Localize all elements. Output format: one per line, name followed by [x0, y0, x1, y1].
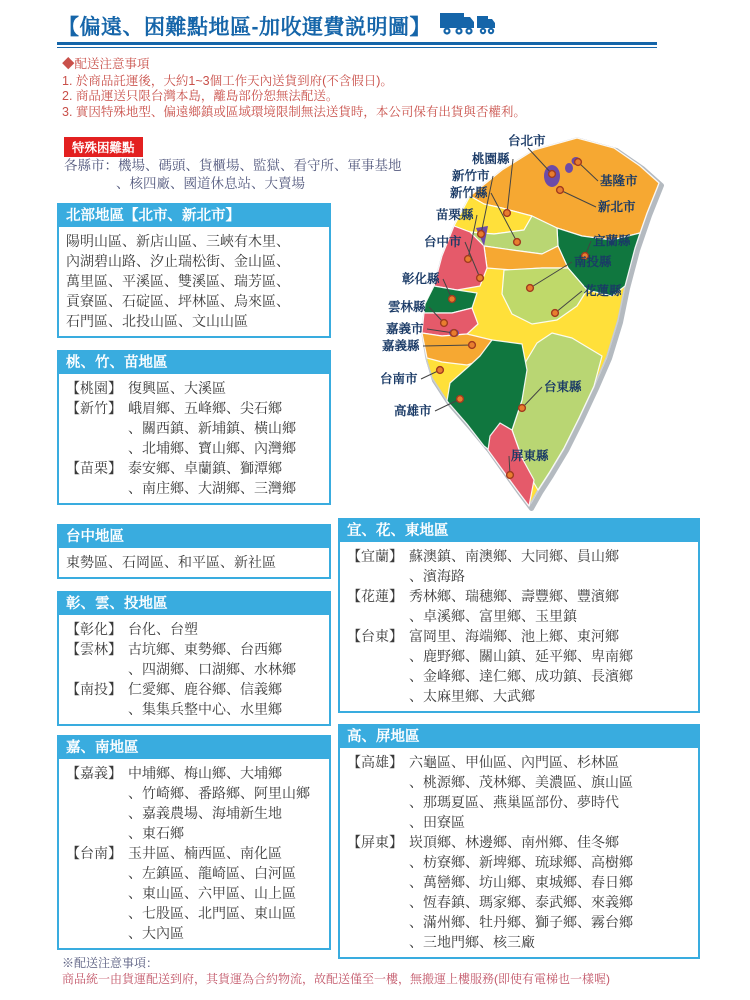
county-group: [347, 586, 691, 626]
region-box-title: 宜、花、東地區: [340, 520, 698, 542]
callout-dot: [451, 330, 458, 337]
county-group: [66, 843, 322, 943]
page-title: 【偏遠、困難點地區-加收運費説明圖】: [58, 15, 431, 39]
county-group-label: 【雲林】: [66, 641, 122, 657]
region-box-yi-hua-dong: [338, 518, 700, 713]
region-line: 中埔鄉、梅山鄉、大埔鄉: [128, 765, 282, 781]
region-box-body: [59, 548, 329, 577]
delivery-notes: [62, 57, 526, 120]
region-box-body: [59, 759, 329, 948]
callout-dot: [441, 320, 448, 327]
region-line: 、南庄鄉、大湖鄉、三灣鄉: [128, 480, 296, 496]
region-line: 台化、台塑: [128, 621, 198, 637]
county-group-label: 【花蓮】: [347, 588, 403, 604]
region-line: 萬里區、平溪區、雙溪區、瑞芳區、: [66, 273, 290, 289]
region-box-body: [59, 374, 329, 503]
special-points-line: 各縣市：機場、碼頭、貨櫃場、監獄、看守所、軍事基地: [64, 158, 402, 173]
region-line: 內湖碧山路、汐止瑞松街、金山區、: [66, 253, 290, 269]
region-box-chang-yun-tou: [57, 591, 331, 726]
region-box-title: 高、屏地區: [340, 726, 698, 748]
region-box-taichung: [57, 524, 331, 579]
county-group-label: 【苗栗】: [66, 460, 122, 476]
region-box-chia-nan: [57, 735, 331, 950]
region-box-body: [340, 542, 698, 711]
callout-dot: [514, 239, 521, 246]
county-label: 雲林縣: [388, 300, 426, 314]
city-region: [565, 163, 573, 173]
region-line: 、三地門鄉、核三廠: [409, 934, 535, 950]
county-group-lines: [128, 639, 322, 679]
delivery-notes-heading: ◆配送注意事項: [62, 57, 150, 71]
callout-dot: [527, 285, 534, 292]
region-line: 、竹崎鄉、番路鄉、阿里山鄉: [128, 785, 310, 801]
county-label: 台中市: [424, 235, 462, 249]
region-box-tao-chu-miao: [57, 350, 331, 505]
region-line: 、濱海路: [409, 568, 465, 584]
county-group-label: 【南投】: [66, 681, 122, 697]
county-group: [66, 458, 322, 498]
county-group: [347, 546, 691, 586]
taiwan-map: [372, 128, 672, 513]
special-points-badge: 特殊困難點: [64, 137, 143, 157]
county-label: 高雄市: [394, 404, 432, 418]
delivery-note-item: 1. 於商品託運後，大約1~3個工作天內送貨到府(不含假日)。: [62, 73, 393, 88]
footer-notes: [62, 955, 610, 987]
region-line: 泰安鄉、卓蘭鎮、獅潭鄉: [128, 460, 282, 476]
delivery-note-item: 2. 商品運送只限台灣本島，離島部份恕無法配送。: [62, 89, 339, 103]
county-group: [347, 752, 691, 832]
callout-dot: [519, 405, 526, 412]
county-group: [66, 378, 322, 398]
callout-dot: [504, 210, 511, 217]
county-label: 彰化縣: [402, 272, 440, 286]
county-label: 嘉義縣: [382, 339, 420, 353]
footer-text: 商品統一由貨運配送到府，其貨運為合約物流，故配送僅至一樓，無搬運上樓服務(即使有電梯也一樣喔): [62, 972, 610, 986]
county-label: 苗栗縣: [436, 208, 474, 222]
region-box-body: [59, 227, 329, 336]
page-header: [58, 9, 497, 42]
region-line: 仁愛鄉、鹿谷鄉、信義鄉: [128, 681, 282, 697]
region-line: 復興區、大溪區: [128, 380, 226, 396]
region-line: 東勢區、石岡區、和平區、新社區: [66, 554, 276, 570]
county-group-label: 【桃園】: [66, 380, 122, 396]
title-underline: [57, 42, 657, 48]
region-box-north: [57, 203, 331, 338]
county-group-lines: [128, 398, 322, 458]
region-line: 陽明山區、新店山區、三峽有木里、: [66, 233, 290, 249]
region-box-title: 彰、雲、投地區: [59, 593, 329, 615]
region-line: 、大內區: [128, 925, 184, 941]
region-box-body: [59, 615, 329, 724]
callout-dot: [437, 367, 444, 374]
county-group-lines: [128, 763, 322, 843]
county-group-label: 【彰化】: [66, 621, 122, 637]
county-group-lines: [128, 458, 322, 498]
county-group-label: 【新竹】: [66, 400, 122, 416]
special-points-text: [64, 157, 402, 192]
county-label: 新竹市: [452, 169, 490, 183]
region-line: 富岡里、海端鄉、池上鄉、東河鄉: [409, 628, 619, 644]
region-line: 蘇澳鎮、南澳鄉、大同鄉、員山鄉: [409, 548, 619, 564]
region-line: 、桃源鄉、茂林鄉、美濃區、旗山區: [409, 774, 633, 790]
county-label: 南投縣: [574, 255, 612, 269]
county-group-lines: [409, 752, 691, 832]
region-box-kao-ping: [338, 724, 700, 959]
callout-dot: [557, 187, 564, 194]
callout-dot: [469, 342, 476, 349]
county-label: 台東縣: [544, 380, 582, 394]
county-group-label: 【屏東】: [347, 834, 403, 850]
county-group: [66, 763, 322, 843]
county-label: 屏東縣: [511, 449, 549, 463]
county-group-lines: [409, 626, 691, 706]
region-line: 古坑鄉、東勢鄉、台西鄉: [128, 641, 282, 657]
region-box-title: 嘉、南地區: [59, 737, 329, 759]
county-label: 花蓮縣: [584, 284, 622, 298]
region-line: 、東石鄉: [128, 825, 184, 841]
callout-dot: [549, 171, 556, 178]
callout-dot: [575, 159, 582, 166]
callout-dot: [552, 310, 559, 317]
region-line: 、那瑪夏區、燕巢區部份、夢時代: [409, 794, 619, 810]
callout-dot: [449, 296, 456, 303]
region-line: 、集集兵整中心、水里鄉: [128, 701, 282, 717]
county-group-label: 【嘉義】: [66, 765, 122, 781]
county-group-lines: [128, 619, 322, 639]
special-points-line: 、核四廠、國道休息站、大賣場: [116, 175, 305, 191]
county-label: 新竹縣: [450, 186, 488, 200]
region-box-title: 北部地區【北市、新北市】: [59, 205, 329, 227]
county-group-lines: [128, 843, 322, 943]
county-group-lines: [128, 679, 322, 719]
county-group-label: 【台南】: [66, 845, 122, 861]
region-line: 秀林鄉、瑞穗鄉、壽豐鄉、豐濱鄉: [409, 588, 619, 604]
region-box-title: 台中地區: [59, 526, 329, 548]
callout-dot: [465, 256, 472, 263]
region-line: 、萬巒鄉、坊山鄉、東城鄉、春日鄉: [409, 874, 633, 890]
region-line: 、左鎮區、龍崎區、白河區: [128, 865, 296, 881]
county-label: 基隆市: [600, 174, 638, 188]
region-box-title: 桃、竹、苗地區: [59, 352, 329, 374]
county-label: 台南市: [380, 372, 418, 386]
county-group-lines: [409, 586, 691, 626]
truck-icon: [439, 9, 497, 42]
region-line: 、鹿野鄉、關山鎮、延平鄉、卑南鄉: [409, 648, 633, 664]
region-line: 峨眉鄉、五峰鄉、尖石鄉: [128, 400, 282, 416]
callout-dot: [477, 275, 484, 282]
county-group: [347, 832, 691, 952]
county-group-lines: [409, 546, 691, 586]
region-line: 、金峰鄉、達仁鄉、成功鎮、長濱鄉: [409, 668, 633, 684]
region-line: 貢寮區、石碇區、坪林區、烏來區、: [66, 293, 290, 309]
region-line: 、關西鎮、新埔鎮、橫山鄉: [128, 420, 296, 436]
county-group: [66, 679, 322, 719]
taiwan-map-svg: [372, 128, 672, 513]
county-group: [347, 626, 691, 706]
region-line: 六龜區、甲仙區、內門區、杉林區: [409, 754, 619, 770]
county-label: 嘉義市: [386, 322, 424, 336]
region-line: 、嘉義農場、海埔新生地: [128, 805, 282, 821]
region-line: 、滿州鄉、牡丹鄉、獅子鄉、霧台鄉: [409, 914, 633, 930]
county-group: [66, 398, 322, 458]
callout-dot: [457, 396, 464, 403]
county-label: 宜蘭縣: [593, 234, 631, 248]
county-group-lines: [128, 378, 322, 398]
region-line: 玉井區、楠西區、南化區: [128, 845, 282, 861]
county-group: [66, 619, 322, 639]
delivery-note-item: 3. 實因特殊地型、偏遠鄉鎮或區域環境限制無法送貨時，本公司保有出貨與否權利。: [62, 104, 526, 119]
county-label: 新北市: [598, 200, 636, 214]
region-line: 、七股區、北門區、東山區: [128, 905, 296, 921]
region-line: 崁頂鄉、林邊鄉、南州鄉、佳冬鄉: [409, 834, 619, 850]
county-group-label: 【宜蘭】: [347, 548, 403, 564]
county-label: 桃園縣: [472, 152, 510, 166]
county-label: 台北市: [508, 134, 546, 148]
region-line: 、田寮區: [409, 814, 465, 830]
region-line: 、恆春鎮、瑪家鄉、泰武鄉、來義鄉: [409, 894, 633, 910]
region-line: 、東山區、六甲區、山上區: [128, 885, 296, 901]
footer-heading: ※配送注意事項：: [62, 956, 159, 970]
region-line: 、卓溪鄉、富里鄉、玉里鎮: [409, 608, 577, 624]
county-group-lines: [409, 832, 691, 952]
callout-dot: [507, 472, 514, 479]
region-line: 、北埔鄉、寶山鄉、內灣鄉: [128, 440, 296, 456]
region-line: 、四湖鄉、口湖鄉、水林鄉: [128, 661, 296, 677]
county-group-label: 【台東】: [347, 628, 403, 644]
region-line: 石門區、北投山區、文山山區: [66, 313, 248, 329]
callout-dot: [478, 231, 485, 238]
county-group: [66, 639, 322, 679]
county-group-label: 【高雄】: [347, 754, 403, 770]
region-line: 、枋寮鄉、新埤鄉、琉球鄉、高樹鄉: [409, 854, 633, 870]
region-line: 、太麻里鄉、大武鄉: [409, 688, 535, 704]
region-box-body: [340, 748, 698, 957]
